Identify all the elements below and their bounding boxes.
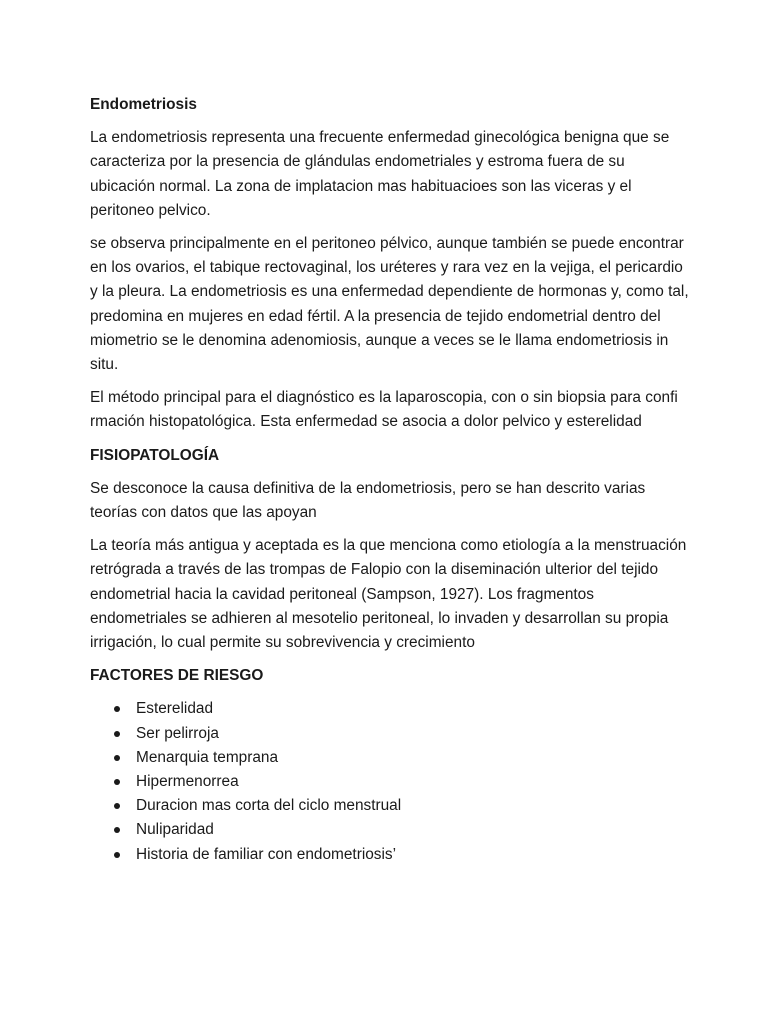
list-item — [90, 818, 690, 842]
list-item — [90, 746, 690, 770]
bullet-icon — [114, 827, 120, 833]
intro-paragraph-3: El método principal para el diagnóstico es la laparoscopia, con o sin biopsia para confi rmación histopatológica. Esta enfermedad se asocia a dolor pelvico y esterelidad — [90, 389, 678, 431]
list-item-text: Ser pelirroja — [136, 724, 219, 742]
bullet-icon — [114, 755, 120, 761]
fisiopatologia-paragraph-2: La teoría más antigua y aceptada es la que menciona como etiología a la menstruación retrógrada a través de las trompas de Falopio con la diseminación ulterior del tejido endometrial hacia la cavidad peritoneal (Sampson, 1927). Los fragmentos endometriales se adhieren al mesotelio peritoneal, lo invaden y desarrollan su propia irrigación, lo cual permite su sobrevivencia y crecimiento — [90, 537, 687, 652]
bullet-icon — [114, 779, 120, 785]
list-item — [90, 770, 690, 794]
list-item — [90, 697, 690, 721]
intro-paragraph-1: La endometriosis representa una frecuente enfermedad ginecológica benigna que se caracteriza por la presencia de glándulas endometriales y estroma fuera de su ubicación normal. La zona de implatacion mas habituacioes son las viceras y el peritoneo pelvico. — [90, 129, 670, 219]
document-title: Endometriosis — [90, 96, 197, 113]
list-item — [90, 843, 690, 867]
list-item-text: Historia de familiar con endometriosis’ — [136, 845, 397, 863]
list-item-text: Hipermenorrea — [136, 773, 239, 791]
section-heading-fisiopatologia: FISIOPATOLOGÍA — [90, 446, 220, 464]
list-item-text: Nuliparidad — [136, 821, 214, 839]
fisiopatologia-paragraph-1: Se desconoce la causa definitiva de la endometriosis, pero se han descrito varias teorías con datos que las apoyan — [90, 479, 646, 522]
list-item — [90, 722, 690, 746]
bullet-icon — [114, 731, 120, 737]
list-item — [90, 794, 690, 818]
bullet-icon — [114, 706, 120, 712]
list-item-text: Menarquia temprana — [136, 748, 279, 766]
intro-paragraph-2: se observa principalmente en el peritoneo pélvico, aunque también se puede encontrar en los ovarios, el tabique rectovaginal, los uréteres y rara vez en la vejiga, el pericardio y la pleura. La endometriosis es una enfermedad dependiente de hormonas y, como tal, predomina en mujeres en edad fértil. A la presencia de tejido endometrial dentro del miometrio se le denomina adenomiosis, aunque a veces se le llama endometriosis in situ. — [90, 235, 689, 374]
list-item-text: Esterelidad — [136, 700, 213, 718]
list-item-text: Duracion mas corta del ciclo menstrual — [136, 797, 402, 815]
bullet-icon — [114, 803, 120, 809]
bullet-icon — [114, 852, 120, 858]
risk-factors-list — [90, 697, 690, 866]
document-page — [90, 93, 690, 867]
section-heading-factores-de-riesgo: FACTORES DE RIESGO — [90, 667, 264, 685]
